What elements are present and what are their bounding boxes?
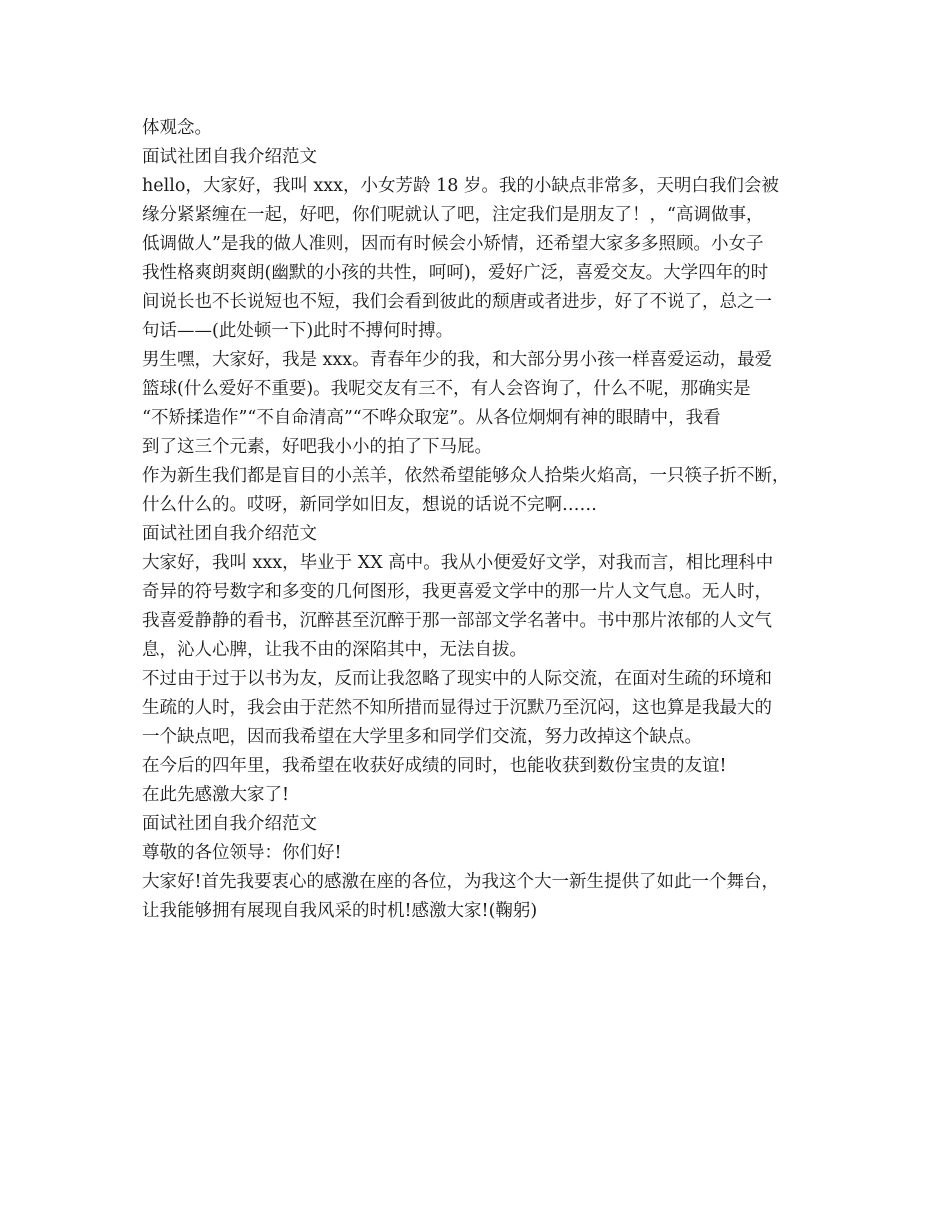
text-line: 我喜爱静静的看书，沉醉甚至沉醉于那一部部文学名著中。书中那片浓郁的人文气 bbox=[142, 611, 772, 631]
text-line: 体观念。 bbox=[142, 118, 212, 138]
text-line: 间说长也不长说短也不短，我们会看到彼此的颓唐或者进步，好了不说了，总之一 bbox=[142, 292, 772, 312]
text-line: 一个缺点吧，因而我希望在大学里多和同学们交流，努力改掉这个缺点。 bbox=[142, 727, 702, 747]
text-line: 生疏的人时，我会由于茫然不知所措而显得过于沉默乃至沉闷，这也算是我最大的 bbox=[142, 698, 772, 718]
text-line: 奇异的符号数字和多变的几何图形，我更喜爱文学中的那一片人文气息。无人时， bbox=[142, 582, 772, 602]
text-line: 到了这三个元素，好吧我小小的拍了下马屁。 bbox=[142, 437, 492, 457]
text-line: 让我能够拥有展现自我风采的时机!感激大家!(鞠躬) bbox=[142, 901, 538, 921]
text-line: 男生嘿，大家好，我是 xxx。青春年少的我，和大部分男小孩一样喜爱运动，最爱 bbox=[142, 350, 773, 370]
text-line: 篮球(什么爱好不重要)。我呢交友有三不，有人会咨询了，什么不呢，那确实是 bbox=[142, 379, 751, 399]
text-line: 尊敬的各位领导：你们好! bbox=[142, 843, 342, 863]
section-heading: 面试社团自我介绍范文 bbox=[142, 814, 317, 834]
text-line: 低调做人”是我的做人准则，因而有时候会小矫情，还希望大家多多照顾。小女子 bbox=[142, 234, 764, 254]
text-line: 息，沁人心脾，让我不由的深陷其中，无法自拔。 bbox=[142, 640, 527, 660]
text-line: 缘分紧紧缠在一起，好吧，你们呢就认了吧，注定我们是朋友了！，“高调做事， bbox=[142, 205, 764, 225]
text-line: 作为新生我们都是盲目的小羔羊，依然希望能够众人拾柴火焰高，一只筷子折不断， bbox=[142, 466, 790, 486]
section-heading: 面试社团自我介绍范文 bbox=[142, 147, 317, 167]
text-line: hello，大家好，我叫 xxx，小女芳龄 18 岁。我的小缺点非常多，天明白我们会被 bbox=[142, 176, 779, 196]
text-line: “不矫揉造作”“不自命清高”“不哗众取宠”。从各位炯炯有神的眼睛中，我看 bbox=[142, 408, 721, 428]
text-line: 大家好，我叫 xxx，毕业于 XX 高中。我从小便爱好文学，对我而言，相比理科中 bbox=[142, 553, 774, 573]
text-line: 在今后的四年里，我希望在收获好成绩的同时，也能收获到数份宝贵的友谊! bbox=[142, 756, 727, 776]
section-heading: 面试社团自我介绍范文 bbox=[142, 524, 317, 544]
document-body bbox=[142, 114, 832, 926]
text-line: 大家好!首先我要衷心的感激在座的各位，为我这个大一新生提供了如此一个舞台， bbox=[142, 872, 780, 892]
text-line: 什么什么的。哎呀，新同学如旧友，想说的话说不完啊…… bbox=[142, 495, 597, 515]
text-line: 在此先感激大家了! bbox=[142, 785, 290, 805]
text-line: 我性格爽朗爽朗(幽默的小孩的共性，呵呵)，爱好广泛，喜爱交友。大学四年的时 bbox=[142, 263, 769, 283]
text-line: 不过由于过于以书为友，反而让我忽略了现实中的人际交流，在面对生疏的环境和 bbox=[142, 669, 772, 689]
text-line: 句话——(此处顿一下)此时不搏何时搏。 bbox=[142, 321, 454, 341]
